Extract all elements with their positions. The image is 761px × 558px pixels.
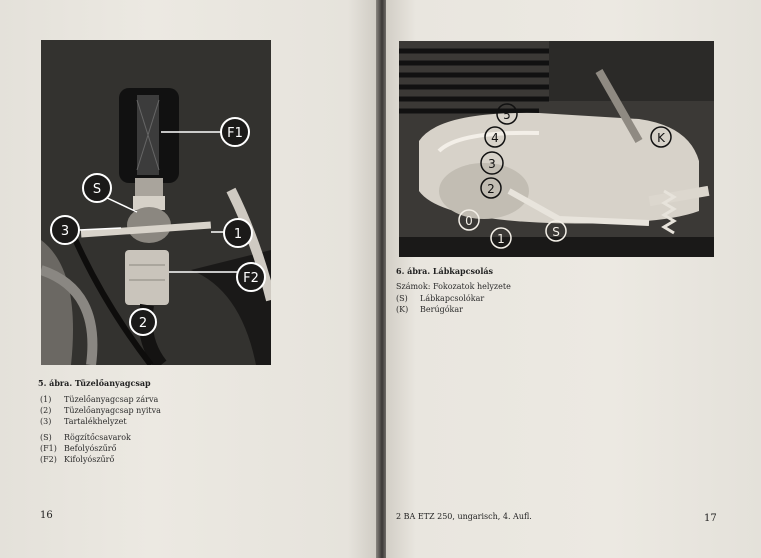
callout-s: [83, 174, 111, 202]
legend-item: [40, 406, 161, 415]
legend-item: [396, 294, 484, 303]
legend-text: Berúgókar: [420, 305, 463, 314]
callout-2: [130, 309, 156, 335]
legend-text: Befolyószűrő: [64, 444, 117, 453]
legend-text: Kifolyószűrő: [64, 455, 115, 464]
callout-2-label: 2: [138, 316, 148, 331]
page-number-right: 17: [704, 513, 717, 524]
legend-text: Tüzelőanyagcsap zárva: [64, 395, 159, 404]
legend-key: (1): [40, 395, 52, 404]
right-page: [386, 0, 761, 558]
legend-item: [40, 444, 116, 453]
callout-1-label: 1: [233, 227, 243, 242]
callout-gear-2-label: 2: [487, 182, 495, 196]
legend-key: (3): [40, 417, 52, 426]
legend-key: (S): [40, 433, 52, 442]
callout-gear-1-label: 1: [497, 232, 505, 246]
legend-key: (S): [396, 294, 408, 303]
legend-item: [396, 282, 511, 291]
callout-3-label: 3: [60, 224, 70, 239]
callout-gear-5-label: 5: [503, 108, 511, 122]
callout-1: [224, 219, 252, 247]
legend-text: Rögzítőcsavarok: [64, 433, 131, 442]
page-number-left: 16: [40, 510, 53, 521]
callout-f1: [221, 118, 249, 146]
legend-key: (F2): [40, 455, 57, 464]
legend-text: Tüzelőanyagcsap nyitva: [64, 406, 161, 415]
figure-5-title: 5. ábra. Tüzelőanyagcsap: [38, 378, 151, 388]
callout-s-label: S: [552, 225, 560, 239]
page-footer: 2 BA ETZ 250, ungarisch, 4. Aufl.: [396, 512, 532, 521]
figure-6-title: 6. ábra. Lábkapcsolás: [396, 266, 494, 276]
footshift-photo: [399, 41, 714, 257]
callout-s-label: S: [92, 182, 102, 197]
callout-f2: [237, 263, 265, 291]
legend-item: [40, 455, 114, 464]
legend-text: Lábkapcsolókar: [420, 294, 485, 303]
legend-text: Tartalékhelyzet: [64, 417, 127, 426]
legend-key: (K): [396, 305, 409, 314]
legend-key: (2): [40, 406, 52, 415]
callout-gear-4-label: 4: [491, 131, 499, 145]
legend-text: Számok: Fokozatok helyzete: [396, 282, 511, 291]
legend-item: [40, 417, 127, 426]
callout-gear-3-label: 3: [488, 157, 496, 171]
callout-gear-0-label: 0: [465, 214, 473, 228]
legend-item: [40, 433, 131, 442]
callout-f1-label: F1: [227, 126, 243, 141]
left-page: [0, 0, 378, 558]
legend-item: [40, 395, 158, 404]
callout-k-label: K: [657, 131, 665, 145]
callout-3: [51, 216, 79, 244]
legend-item: [396, 305, 463, 314]
legend-key: (F1): [40, 444, 57, 453]
callout-f2-label: F2: [243, 271, 259, 286]
fuel-tap-photo: [41, 40, 271, 365]
